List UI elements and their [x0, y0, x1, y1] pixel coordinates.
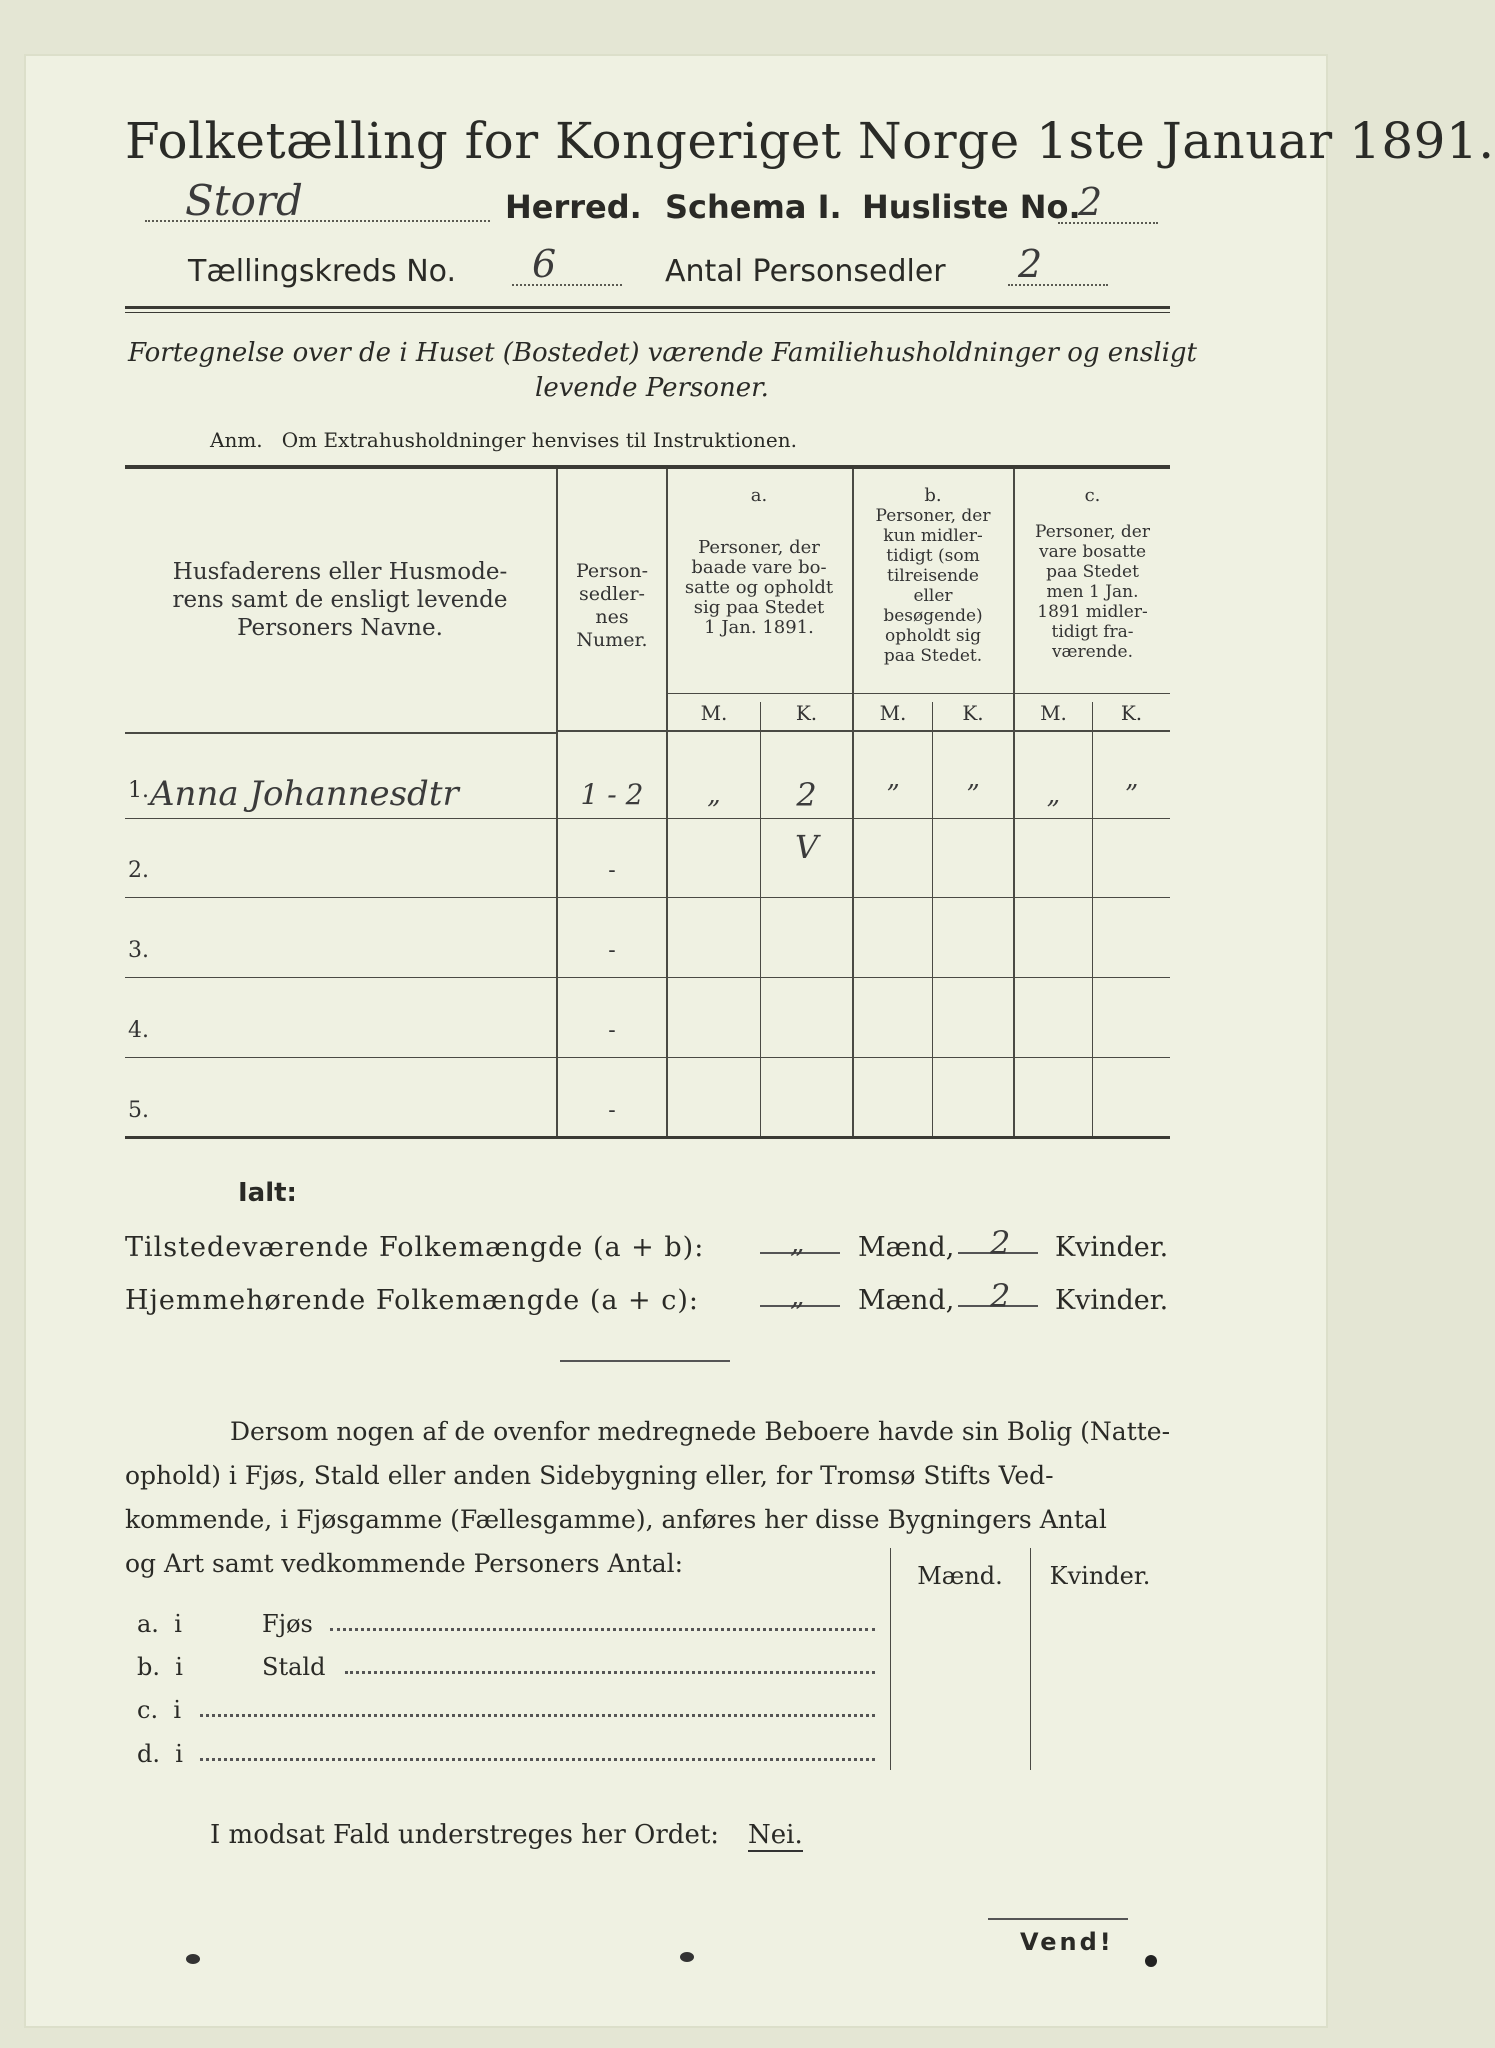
header-name-line: Husfaderens eller Husmode-	[172, 559, 508, 585]
row-num: -	[608, 938, 616, 963]
row-index: 3.	[128, 938, 149, 963]
buildings-para-line: ophold) i Fjøs, Stald eller anden Sidebygning eller, for Tromsø Stifts Ved-	[125, 1461, 1054, 1490]
hjemme-maend: „	[790, 1279, 805, 1312]
building-row-letter: a. i	[137, 1610, 182, 1638]
header-b-line: kun midler-	[883, 526, 983, 546]
ink-mark	[680, 1952, 694, 1962]
row-a-m: „	[707, 780, 721, 810]
table-bottom-rule	[125, 1136, 1170, 1139]
herred-label: Herred.	[505, 188, 642, 226]
form-title: Folketælling for Kongeriget Norge 1ste Januar 1891.	[125, 112, 1495, 170]
header-a-letter: a.	[750, 485, 768, 506]
header-c-line: vare bosatte	[1038, 542, 1147, 562]
row-index: 1.	[128, 778, 149, 803]
kreds-label: Tællingskreds No.	[188, 254, 456, 289]
herred-field	[145, 176, 490, 226]
header-name-line: Personers Navne.	[237, 615, 443, 641]
row-num: -	[608, 1098, 616, 1123]
header-c-k: K.	[1120, 701, 1143, 725]
buildings-para-line: Dersom nogen af de ovenfor medregnede Beboere havde sin Bolig (Natte-	[230, 1417, 1171, 1446]
building-row-dots	[330, 1628, 875, 1631]
row-name: Anna Johannesdtr	[150, 774, 459, 814]
personsedler-label: Antal Personsedler	[665, 254, 946, 289]
personsedler-field	[1008, 242, 1108, 292]
header-b-line: opholdt sig	[885, 626, 981, 646]
building-row-dots	[200, 1714, 875, 1717]
intro-line-2: levende Personer.	[535, 373, 769, 403]
buildings-para-line: kommende, i Fjøsgamme (Fællesgamme), anføres her disse Bygningers Antal	[125, 1505, 1107, 1534]
header-num-line: sedler-	[579, 583, 645, 605]
buildings-divider-2	[1030, 1548, 1031, 1770]
husliste-field	[1058, 180, 1158, 228]
row-rule-2	[125, 897, 1170, 898]
kreds-field	[512, 242, 622, 292]
col-divider-b	[932, 702, 933, 1136]
row-index: 2.	[128, 858, 149, 883]
header-c-line: værende.	[1051, 642, 1134, 662]
header-b-k: K.	[962, 701, 984, 725]
hjemme-label: Hjemmehørende Folkemængde (a + c):	[125, 1285, 699, 1316]
building-row-letter: b. i	[137, 1653, 183, 1681]
header-num-line: Person-	[575, 560, 649, 582]
row-num: -	[608, 1018, 616, 1043]
kreds-value: 6	[532, 242, 557, 286]
row-rule-3	[125, 977, 1170, 978]
col-divider-a	[760, 702, 761, 1136]
modsat-text: I modsat Fald understreges her Ordet:	[210, 1820, 720, 1850]
hjemme-kvinder-label: Kvinder.	[1055, 1285, 1169, 1316]
header-a-line: satte og opholdt	[684, 577, 834, 598]
header-b-line: eller	[913, 586, 953, 606]
vend-label: Vend!	[1020, 1928, 1114, 1956]
header-rule	[125, 306, 1170, 309]
tilstede-maend: „	[790, 1226, 805, 1259]
col-divider-c	[1092, 702, 1093, 1136]
row-num: -	[608, 858, 616, 883]
hjemme-kvinder: 2	[990, 1277, 1011, 1315]
anm-note: Anm. Om Extrahusholdninger henvises til Instruktionen.	[210, 428, 797, 452]
intro-line-1: Fortegnelse over de i Huset (Bostedet) værende Familiehusholdninger og ensligt	[128, 338, 1197, 368]
header-b-line: besøgende)	[883, 606, 983, 626]
ink-mark	[186, 1954, 200, 1964]
header-rule-thin	[125, 312, 1170, 313]
header-c-letter: c.	[1084, 485, 1101, 506]
row-c-m: „	[1046, 780, 1061, 810]
building-row-dots	[345, 1671, 875, 1674]
header-b-letter: b.	[924, 485, 942, 506]
building-row-label: Fjøs	[262, 1610, 313, 1638]
header-a-line: sig paa Stedet	[693, 597, 825, 618]
mk-top-rule	[666, 693, 1170, 694]
tilstede-kvinder-label: Kvinder.	[1055, 1232, 1169, 1263]
header-b-line: tilreisende	[886, 566, 979, 586]
header-c-line: paa Stedet	[1046, 562, 1139, 582]
header-b-m: M.	[879, 701, 907, 725]
tilstede-maend-label: Mænd,	[858, 1232, 955, 1263]
header-c-line: men 1 Jan.	[1046, 582, 1139, 602]
header-a-line: Personer, der	[698, 537, 820, 558]
buildings-kvinder-header: Kvinder.	[1049, 1562, 1151, 1590]
header-num-line: nes	[595, 606, 629, 628]
header-a-line: 1 Jan. 1891.	[704, 617, 814, 638]
header-a-m: M.	[700, 701, 728, 725]
row-a-k: V	[794, 828, 819, 866]
row-index: 4.	[128, 1018, 149, 1043]
row-num: 1 - 2	[580, 778, 644, 811]
nei-word: Nei.	[748, 1820, 803, 1850]
building-row-letter: c. i	[137, 1696, 182, 1724]
section-separator	[560, 1360, 730, 1362]
vend-rule	[988, 1918, 1128, 1920]
tilstede-label: Tilstedeværende Folkemængde (a + b):	[125, 1232, 705, 1263]
header-name-line: rens samt de ensligt levende	[172, 587, 508, 613]
header-name-col	[130, 558, 550, 642]
buildings-divider-1	[890, 1548, 891, 1770]
header-num-col	[560, 560, 664, 652]
buildings-maend-header: Mænd.	[917, 1562, 1003, 1590]
header-a-line: baade vare bo-	[691, 557, 827, 578]
herred-value: Stord	[185, 176, 303, 225]
mk-bottom-rule	[556, 730, 1170, 732]
building-row-letter: d. i	[137, 1740, 183, 1768]
header-a-k: K.	[795, 701, 818, 725]
row-a-k: 2	[796, 776, 817, 814]
ink-mark	[1145, 1955, 1157, 1967]
header-c-m: M.	[1040, 701, 1067, 725]
row-b-m: ”	[886, 780, 900, 810]
header-b-col	[854, 506, 1012, 666]
header-b-line: paa Stedet.	[883, 646, 983, 666]
schema-label: Schema I.	[665, 188, 842, 226]
personsedler-value: 2	[1018, 242, 1043, 286]
husliste-label: Husliste No.	[862, 188, 1081, 226]
header-c-line: Personer, der	[1035, 522, 1150, 542]
husliste-value: 2	[1078, 180, 1103, 224]
header-c-line: 1891 midler-	[1037, 602, 1148, 622]
hjemme-maend-label: Mænd,	[858, 1285, 955, 1316]
row-b-k: ”	[966, 780, 980, 810]
header-num-line: Numer.	[576, 629, 648, 651]
header-c-col	[1015, 522, 1170, 662]
row-index: 5.	[128, 1098, 149, 1123]
header-a-col	[668, 538, 850, 638]
row-rule-1	[125, 818, 1170, 819]
building-row-label: Stald	[262, 1653, 326, 1681]
ialt-label: Ialt:	[238, 1178, 297, 1208]
tilstede-kvinder: 2	[990, 1224, 1011, 1262]
col-divider-1	[556, 469, 558, 1136]
row-rule-4	[125, 1057, 1170, 1058]
name-header-rule	[125, 732, 556, 734]
building-row-dots	[200, 1758, 875, 1761]
buildings-para-line: og Art samt vedkommende Personers Antal:	[125, 1549, 684, 1578]
header-b-line: tidigt (som	[886, 546, 980, 566]
row-c-k: ”	[1124, 780, 1139, 810]
header-b-line: Personer, der	[875, 506, 991, 526]
buildings-paragraph	[125, 1410, 1170, 1586]
header-c-line: tidigt fra-	[1051, 622, 1134, 642]
